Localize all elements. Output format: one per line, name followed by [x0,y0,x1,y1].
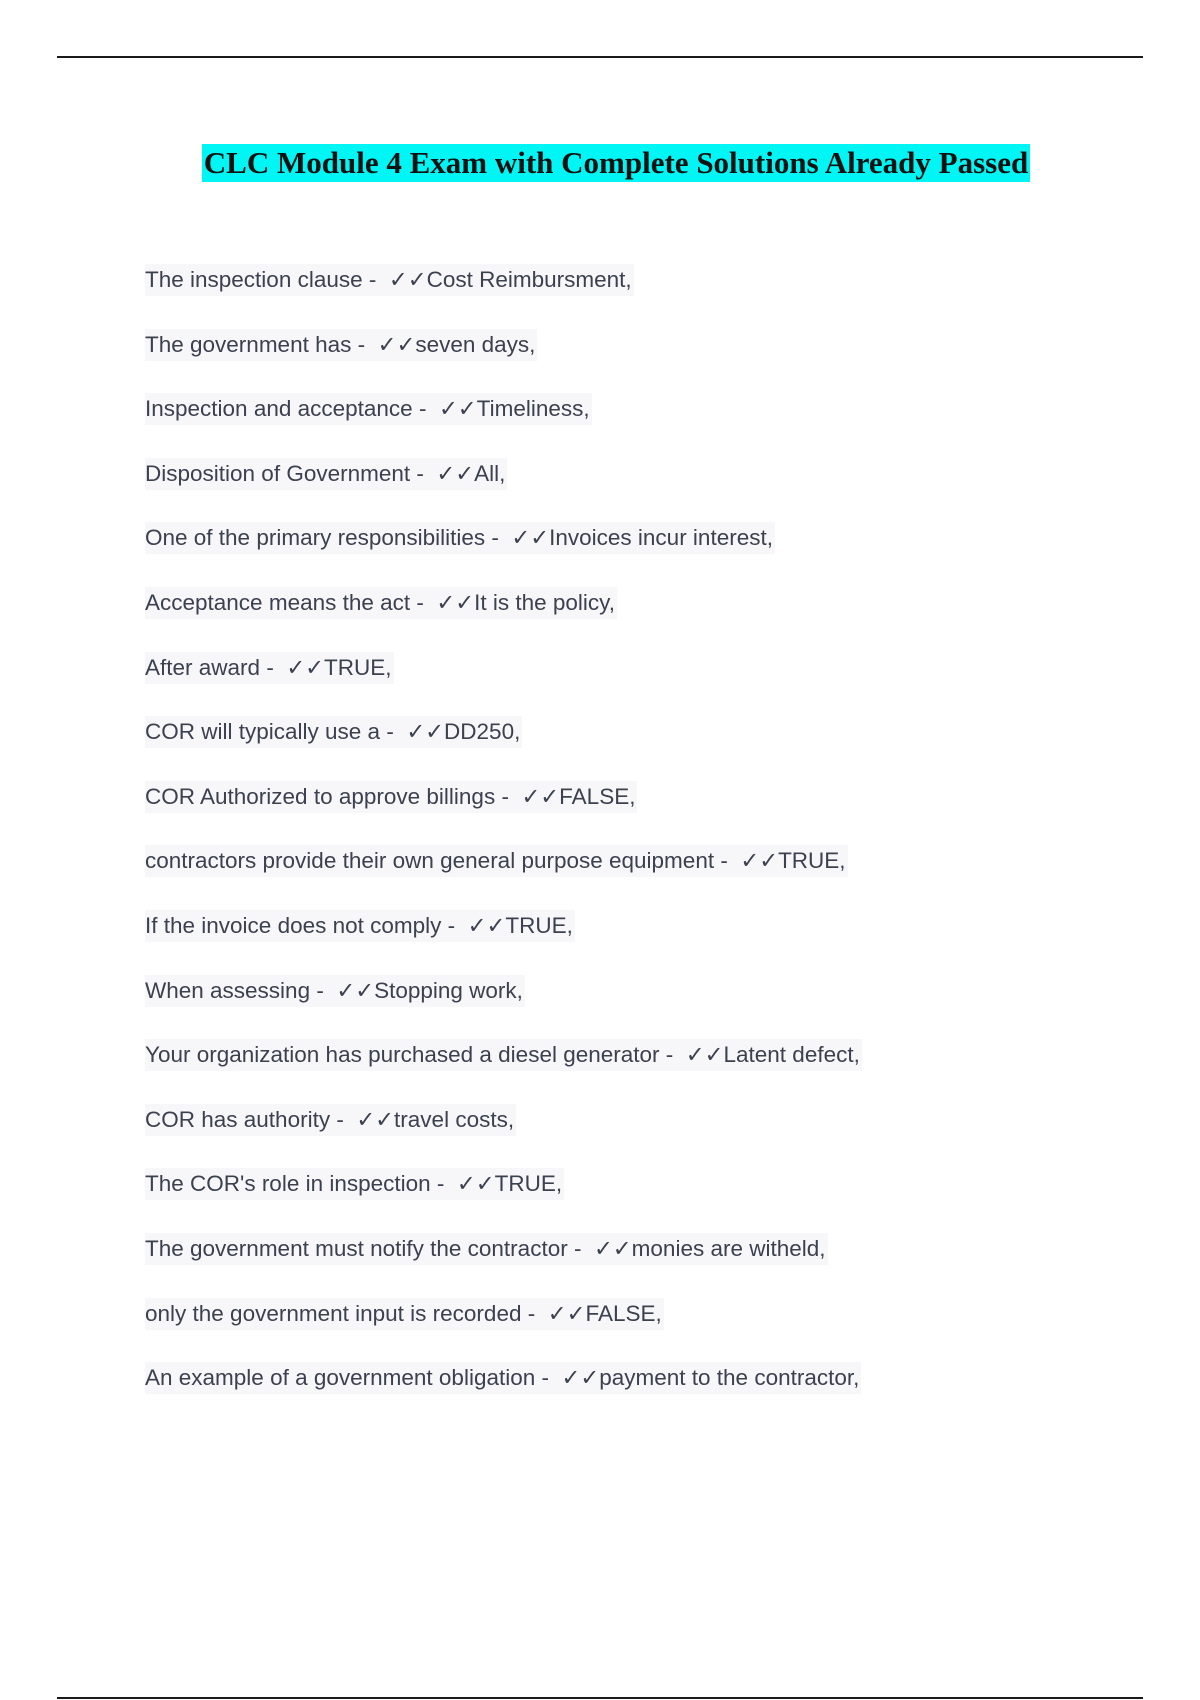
qa-item [145,1233,862,1298]
qa-item [145,329,862,394]
answer-text: All, [474,460,506,486]
question-text: The government has [145,331,352,357]
check-mark-icon: ✓✓ [438,396,477,422]
qa-text [145,458,507,490]
qa-text [145,845,848,877]
qa-item [145,264,862,329]
bottom-rule [57,1697,1143,1699]
answer-text: travel costs, [394,1106,515,1132]
qa-text [145,716,522,748]
check-mark-icon: ✓✓ [740,848,779,874]
answer-text: Invoices incur interest, [549,525,773,551]
separator: - [441,912,468,938]
qa-item [145,522,862,587]
qa-item [145,845,862,910]
qa-text [145,522,775,554]
qa-item [145,458,862,523]
qa-item [145,910,862,975]
qa-item [145,1168,862,1233]
question-text: The COR's role in inspection [145,1171,431,1197]
qa-item [145,393,862,458]
answer-text: seven days, [415,331,536,357]
answer-text: TRUE, [778,848,846,874]
answer-text: TRUE, [324,654,392,680]
qa-text [145,1362,861,1394]
qa-item [145,1104,862,1169]
check-mark-icon: ✓✓ [406,719,445,745]
qa-item [145,975,862,1040]
answer-text: Latent defect, [723,1042,860,1068]
answer-text: FALSE, [585,1300,662,1326]
separator: - [495,783,522,809]
separator: - [310,977,337,1003]
check-mark-icon: ✓✓ [336,977,375,1003]
qa-text [145,1104,516,1136]
check-mark-icon: ✓✓ [456,1171,495,1197]
separator: - [330,1106,357,1132]
qa-item [145,1362,862,1427]
separator: - [430,1171,457,1197]
check-mark-icon: ✓✓ [685,1042,724,1068]
question-text: Acceptance means the act [145,589,411,615]
separator: - [410,460,437,486]
answer-text: payment to the contractor, [599,1365,860,1391]
qa-item [145,1039,862,1104]
qa-item [145,587,862,652]
check-mark-icon: ✓✓ [511,525,550,551]
answer-text: Timeliness, [476,396,590,422]
top-rule [57,56,1143,58]
check-mark-icon: ✓✓ [388,267,427,292]
check-mark-icon: ✓✓ [436,589,475,615]
separator: - [535,1365,562,1391]
qa-text [145,1168,564,1200]
question-text: COR will typically use a [145,719,381,745]
answer-text: TRUE, [494,1171,563,1197]
separator: - [351,331,378,357]
qa-text [145,264,634,296]
separator: - [485,525,512,551]
check-mark-icon: ✓✓ [356,1106,395,1132]
check-mark-icon: ✓✓ [521,783,560,809]
question-text: One of the primary responsibilities [145,525,486,551]
qa-text [145,910,575,942]
separator: - [714,848,741,874]
check-mark-icon: ✓✓ [547,1300,586,1326]
qa-item [145,652,862,717]
answer-text: TRUE, [505,912,573,938]
check-mark-icon: ✓✓ [286,654,325,680]
question-text: Inspection and acceptance [145,396,413,422]
qa-text [145,975,525,1007]
separator: - [412,396,439,422]
answer-text: FALSE, [559,783,636,809]
separator: - [380,719,407,745]
check-mark-icon: ✓✓ [593,1235,632,1261]
question-text: Your organization has purchased a diesel generator [145,1042,660,1068]
document-title: CLC Module 4 Exam with Complete Solutions Already Passed [203,145,1029,180]
answer-text: It is the policy, [474,589,616,615]
separator: - [567,1235,594,1261]
answer-text: monies are witheld, [631,1235,826,1261]
question-text: only the government input is recorded [145,1300,522,1326]
check-mark-icon: ✓✓ [436,460,475,486]
qa-text [145,1233,828,1265]
question-text: The government must notify the contractor [145,1235,568,1261]
question-text: COR has authority [145,1106,331,1132]
question-text: The inspection clause [145,267,363,292]
question-text: COR Authorized to approve billings [145,783,496,809]
question-text: An example of a government obligation [145,1365,536,1391]
answer-text: Stopping work, [374,977,523,1003]
qa-text [145,587,617,619]
separator: - [362,267,389,292]
separator: - [410,589,437,615]
qa-text [145,781,637,813]
check-mark-icon: ✓✓ [377,331,416,357]
separator: - [521,1300,548,1326]
answer-text: DD250, [444,719,521,745]
question-text: contractors provide their own general purpose equipment [145,848,715,874]
qa-text [145,1298,664,1330]
separator: - [659,1042,686,1068]
check-mark-icon: ✓✓ [467,912,506,938]
qa-item [145,781,862,846]
question-text: Disposition of Government [145,460,411,486]
qa-item [145,1298,862,1363]
check-mark-icon: ✓✓ [561,1365,600,1391]
question-text: If the invoice does not comply [145,912,442,938]
qa-text [145,1039,862,1071]
question-text: After award [145,654,261,680]
qa-text [145,652,394,684]
qa-text [145,393,592,425]
title-container [0,144,1200,182]
qa-list [145,264,862,1427]
qa-text [145,329,537,361]
question-text: When assessing [145,977,311,1003]
answer-text: Cost Reimbursment, [426,267,632,292]
qa-item [145,716,862,781]
separator: - [260,654,287,680]
